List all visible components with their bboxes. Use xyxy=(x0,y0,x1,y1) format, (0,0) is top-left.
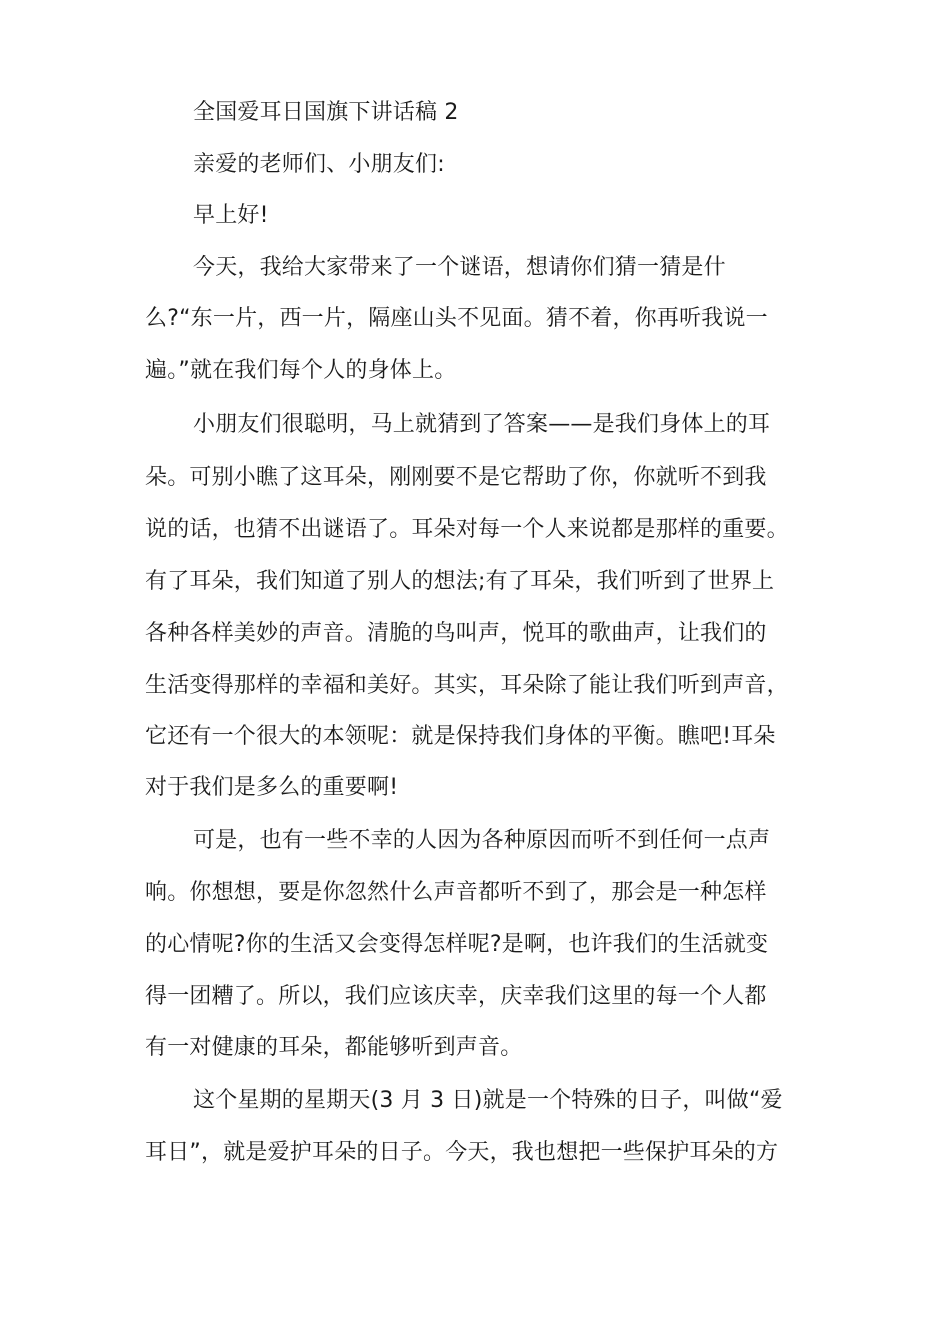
paragraph-line: 有了耳朵，我们知道了别人的想法;有了耳朵，我们听到了世界上 xyxy=(145,569,775,594)
paragraph-line: 它还有一个很大的本领呢：就是保持我们身体的平衡。瞧吧!耳朵 xyxy=(145,724,776,749)
paragraph-line: 小朋友们很聪明，马上就猜到了答案——是我们身体上的耳 xyxy=(193,412,771,437)
paragraph-line: 各种各样美妙的声音。清脆的鸟叫声，悦耳的歌曲声，让我们的 xyxy=(145,621,767,646)
paragraph-line: 说的话，也猜不出谜语了。耳朵对每一个人来说都是那样的重要。 xyxy=(145,517,789,542)
paragraph-line: 朵。可别小瞧了这耳朵，刚刚要不是它帮助了你，你就听不到我 xyxy=(145,465,767,490)
paragraph-line: 的心情呢?你的生活又会变得怎样呢?是啊，也许我们的生活就变 xyxy=(145,932,769,957)
paragraph-line: 么?“东一片，西一片，隔座山头不见面。猜不着，你再听我说一 xyxy=(145,306,768,331)
paragraph-line: 可是，也有一些不幸的人因为各种原因而听不到任何一点声 xyxy=(193,828,771,853)
paragraph-line: 有一对健康的耳朵，都能够听到声音。 xyxy=(145,1035,523,1060)
paragraph-line: 今天，我给大家带来了一个谜语，想请你们猜一猜是什 xyxy=(193,255,726,280)
paragraph-line: 耳日”，就是爱护耳朵的日子。今天，我也想把一些保护耳朵的方 xyxy=(145,1140,779,1165)
paragraph-line: 这个星期的星期天(3 月 3 日)就是一个特殊的日子，叫做“爱 xyxy=(193,1088,783,1113)
paragraph-line: 生活变得那样的幸福和美好。其实，耳朵除了能让我们听到声音， xyxy=(145,673,789,698)
paragraph-line: 遍。”就在我们每个人的身体上。 xyxy=(145,358,457,383)
paragraph-line: 响。你想想，要是你忽然什么声音都听不到了，那会是一种怎样 xyxy=(145,880,767,905)
document-title: 全国爱耳日国旗下讲话稿 2 xyxy=(193,100,459,125)
greeting-line: 早上好! xyxy=(193,203,269,228)
paragraph-line: 对于我们是多么的重要啊! xyxy=(145,775,399,800)
salutation-line: 亲爱的老师们、小朋友们: xyxy=(193,152,445,177)
paragraph-line: 得一团糟了。所以，我们应该庆幸，庆幸我们这里的每一个人都 xyxy=(145,984,767,1009)
